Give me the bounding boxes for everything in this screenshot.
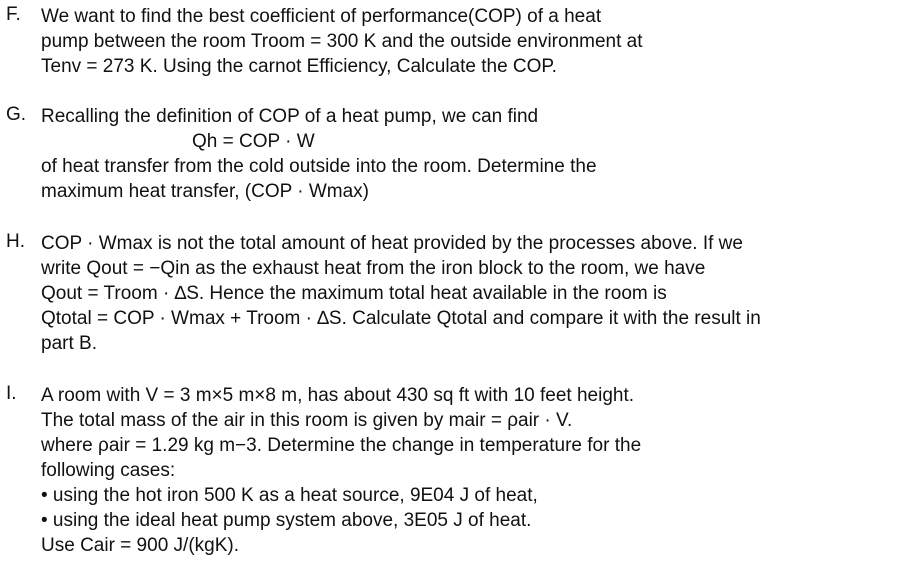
text-line: Recalling the definition of COP of a heat pump, we can find xyxy=(41,106,539,127)
problem-text xyxy=(41,383,901,558)
problem-marker: I. xyxy=(6,383,17,404)
problem-marker: H. xyxy=(6,231,25,252)
text-line: Qtotal = COP · Wmax + Troom · ∆S. Calculate Qtotal and compare it with the result in xyxy=(41,308,761,329)
problem-text xyxy=(41,231,901,356)
problem-text xyxy=(41,4,901,79)
problem-marker: G. xyxy=(6,104,27,125)
text-line: part B. xyxy=(41,333,97,354)
text-line: The total mass of the air in this room is given by mair = ρair · V. xyxy=(41,410,573,431)
problem-text xyxy=(41,104,901,204)
text-line: pump between the room Troom = 300 K and the outside environment at xyxy=(41,31,643,52)
equation-line: Qh = COP · W xyxy=(192,131,315,152)
text-line: Use Cair = 900 J/(kgK). xyxy=(41,535,239,556)
text-line: Qout = Troom · ∆S. Hence the maximum total heat available in the room is xyxy=(41,283,667,304)
text-line: following cases: xyxy=(41,460,176,481)
text-line: of heat transfer from the cold outside into the room. Determine the xyxy=(41,156,597,177)
text-line: where ρair = 1.29 kg m−3. Determine the change in temperature for the xyxy=(41,435,642,456)
text-line: maximum heat transfer, (COP · Wmax) xyxy=(41,181,369,202)
text-line: Tenv = 273 K. Using the carnot Efficiency, Calculate the COP. xyxy=(41,56,557,77)
text-line: write Qout = −Qin as the exhaust heat from the iron block to the room, we have xyxy=(41,258,706,279)
bullet-line: • using the ideal heat pump system above, 3E05 J of heat. xyxy=(41,510,532,531)
text-line: We want to find the best coefficient of performance(COP) of a heat xyxy=(41,6,602,27)
text-line: COP · Wmax is not the total amount of heat provided by the processes above. If we xyxy=(41,233,743,254)
text-line: A room with V = 3 m×5 m×8 m, has about 430 sq ft with 10 feet height. xyxy=(41,385,635,406)
problem-marker: F. xyxy=(6,4,21,25)
bullet-line: • using the hot iron 500 K as a heat source, 9E04 J of heat, xyxy=(41,485,538,506)
